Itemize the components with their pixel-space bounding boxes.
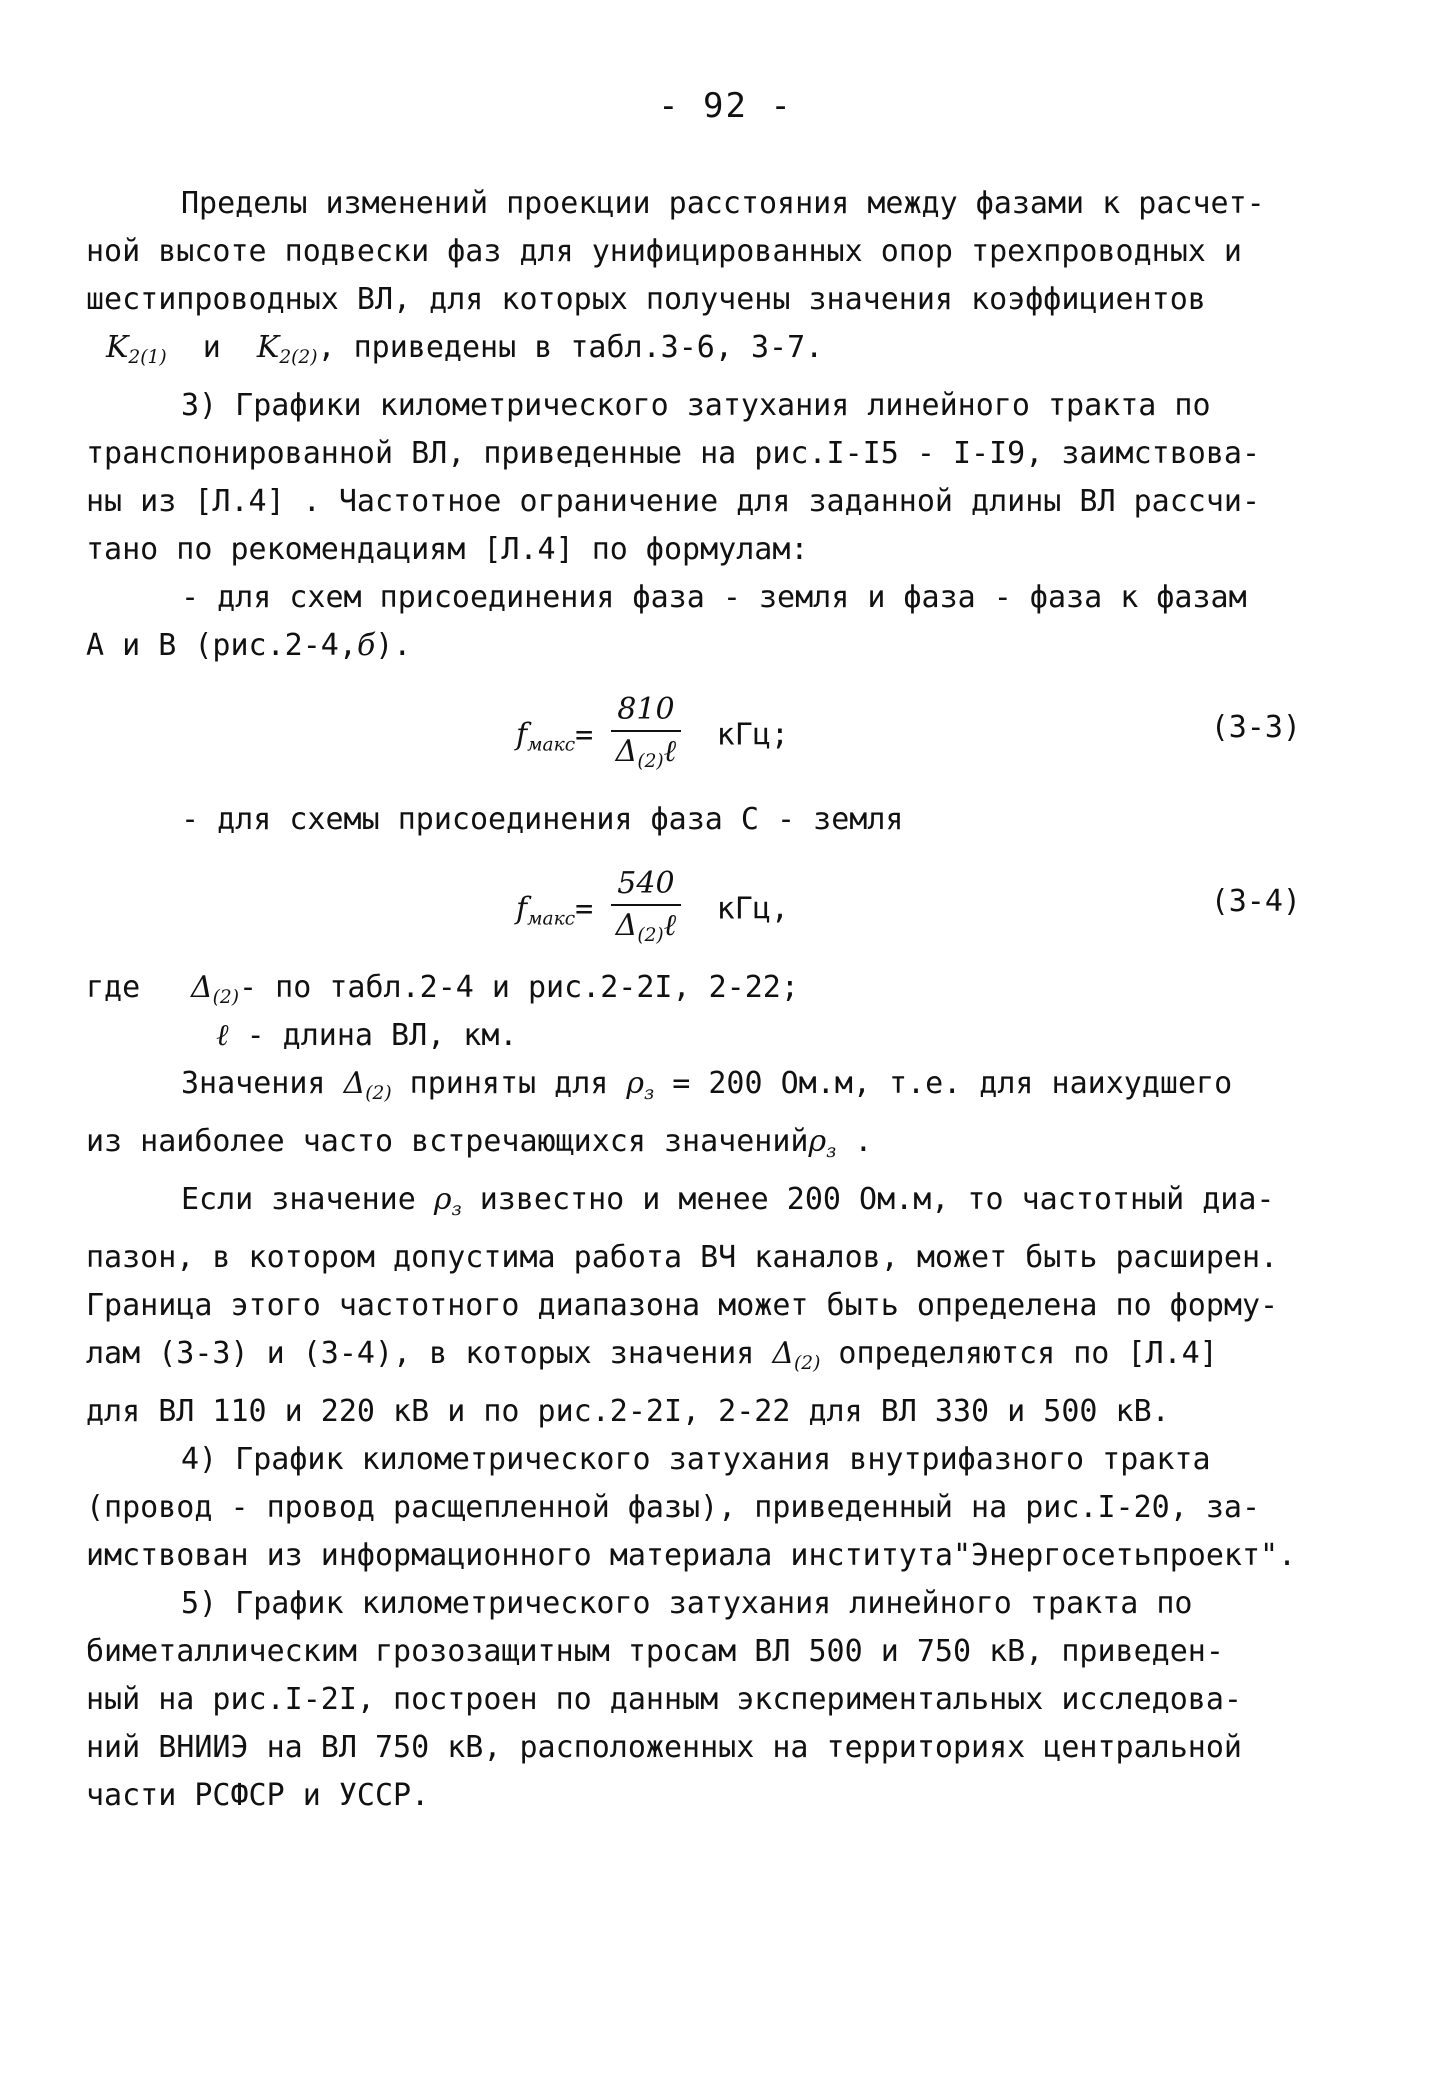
formula-unit: кГц; — [716, 717, 789, 753]
fraction-denominator: $\Delta_{(2)}\ell$ — [615, 908, 677, 946]
text-line: - для схемы присоединения фаза С - земля — [181, 802, 904, 837]
text-line: Граница этого частотного диапазона может быть определена по форму- — [86, 1288, 1279, 1323]
text-line: Значения $\Delta_{(2)}$ приняты для $\rho_з = 200$ Ом.м, т.е. для наихудшего — [181, 1066, 1233, 1104]
formula-number: (3-3) — [1210, 710, 1301, 745]
fraction-numerator: 540 — [611, 864, 680, 906]
text-line: ной высоте подвески фаз для унифицированных опор трехпроводных и — [86, 234, 1242, 269]
symbol-k: K — [256, 330, 280, 365]
formula-lhs-subscript: макс — [527, 734, 576, 756]
where-row: $\Delta_{(2)}-$ по табл.2-4 и рис.2-2I, 2-22; — [191, 970, 799, 1008]
text-line: ний ВНИИЭ на ВЛ 750 кВ, расположенных на территориях центральной — [86, 1730, 1242, 1765]
formula-lhs-subscript: макс — [527, 908, 576, 930]
text-line: 3) Графики километрического затухания линейного тракта по — [181, 388, 1211, 423]
text-fragment: А и В (рис.2-4, — [86, 628, 357, 663]
formula-3-4 — [86, 844, 1376, 964]
text-line: для ВЛ 110 и 220 кВ и по рис.2-2I, 2-22 для ВЛ 330 и 500 кВ. — [86, 1394, 1170, 1429]
formula-lhs: f — [516, 717, 528, 753]
formula-3-3 — [86, 670, 1376, 790]
text-line: 5) График километрического затухания линейного тракта по — [181, 1586, 1193, 1621]
text-fragment: , приведены в табл.3-6, 3-7. — [317, 330, 824, 365]
conjunction: и — [202, 330, 221, 365]
where-block — [86, 964, 1376, 1060]
text-line-coefficients — [86, 324, 1376, 382]
text-line: (провод - провод расщепленной фазы), приведенный на рис.I-20, за- — [86, 1490, 1260, 1525]
where-row: ℓ - длина ВЛ, км. — [216, 1018, 518, 1053]
symbol-subscript: 2(1) — [128, 347, 167, 368]
text-line: из наиболее часто встречающихся значенийρ$_з$ . — [86, 1124, 873, 1162]
text-line: лам (3-3) и (3-4), в которых значения $\Delta_{(2)}$ определяются по [Л.4] — [86, 1336, 1218, 1374]
formula-unit: кГц, — [716, 891, 789, 927]
text-line: ны из [Л.4] . Частотное ограничение для заданной длины ВЛ рассчи- — [86, 484, 1260, 519]
fraction — [611, 690, 680, 782]
text-line: шестипроводных ВЛ, для которых получены значения коэффициентов — [86, 282, 1206, 317]
symbol-subscript: 2(2) — [279, 347, 318, 368]
text-line — [86, 622, 1376, 670]
text-line: транспонированной ВЛ, приведенные на рис.I-I5 - I-I9, заимствова- — [86, 436, 1260, 471]
where-label: где — [86, 970, 141, 1005]
equals-sign: = — [575, 717, 594, 753]
text-line: биметаллическим грозозащитным тросам ВЛ 500 и 750 кВ, приведен- — [86, 1634, 1224, 1669]
formula-lhs: f — [516, 891, 528, 927]
text-line: тано по рекомендациям [Л.4] по формулам: — [86, 532, 809, 567]
text-line: 4) График километрического затухания внутрифазного тракта — [181, 1442, 1211, 1477]
text-fragment: ). — [375, 628, 412, 663]
text-line: имствован из информационного материала института"Энергосетьпроект". — [86, 1538, 1297, 1573]
page-body — [86, 180, 1376, 1820]
text-line: - для схем присоединения фаза - земля и фаза - фаза к фазам — [181, 580, 1247, 615]
text-line: ный на рис.I-2I, построен по данным экспериментальных исследова- — [86, 1682, 1242, 1717]
text-line: пазон, в котором допустима работа ВЧ каналов, может быть расширен. — [86, 1240, 1279, 1275]
page-number: - 92 - — [658, 86, 793, 126]
text-line: Если значение $\rho_з$ известно и менее 200 Ом.м, то частотный диа- — [181, 1182, 1275, 1220]
equals-sign: = — [575, 891, 594, 927]
text-line: Пределы изменений проекции расстояния между фазами к расчет- — [181, 186, 1265, 221]
symbol-k: K — [106, 330, 129, 365]
fraction-numerator: 810 — [611, 690, 680, 732]
text-line: части РСФСР и УССР. — [86, 1778, 430, 1813]
fraction — [611, 864, 680, 956]
formula-number: (3-4) — [1210, 884, 1301, 919]
text-fragment: б — [356, 628, 376, 663]
fraction-denominator: $\Delta_{(2)}\ell$ — [615, 734, 677, 772]
